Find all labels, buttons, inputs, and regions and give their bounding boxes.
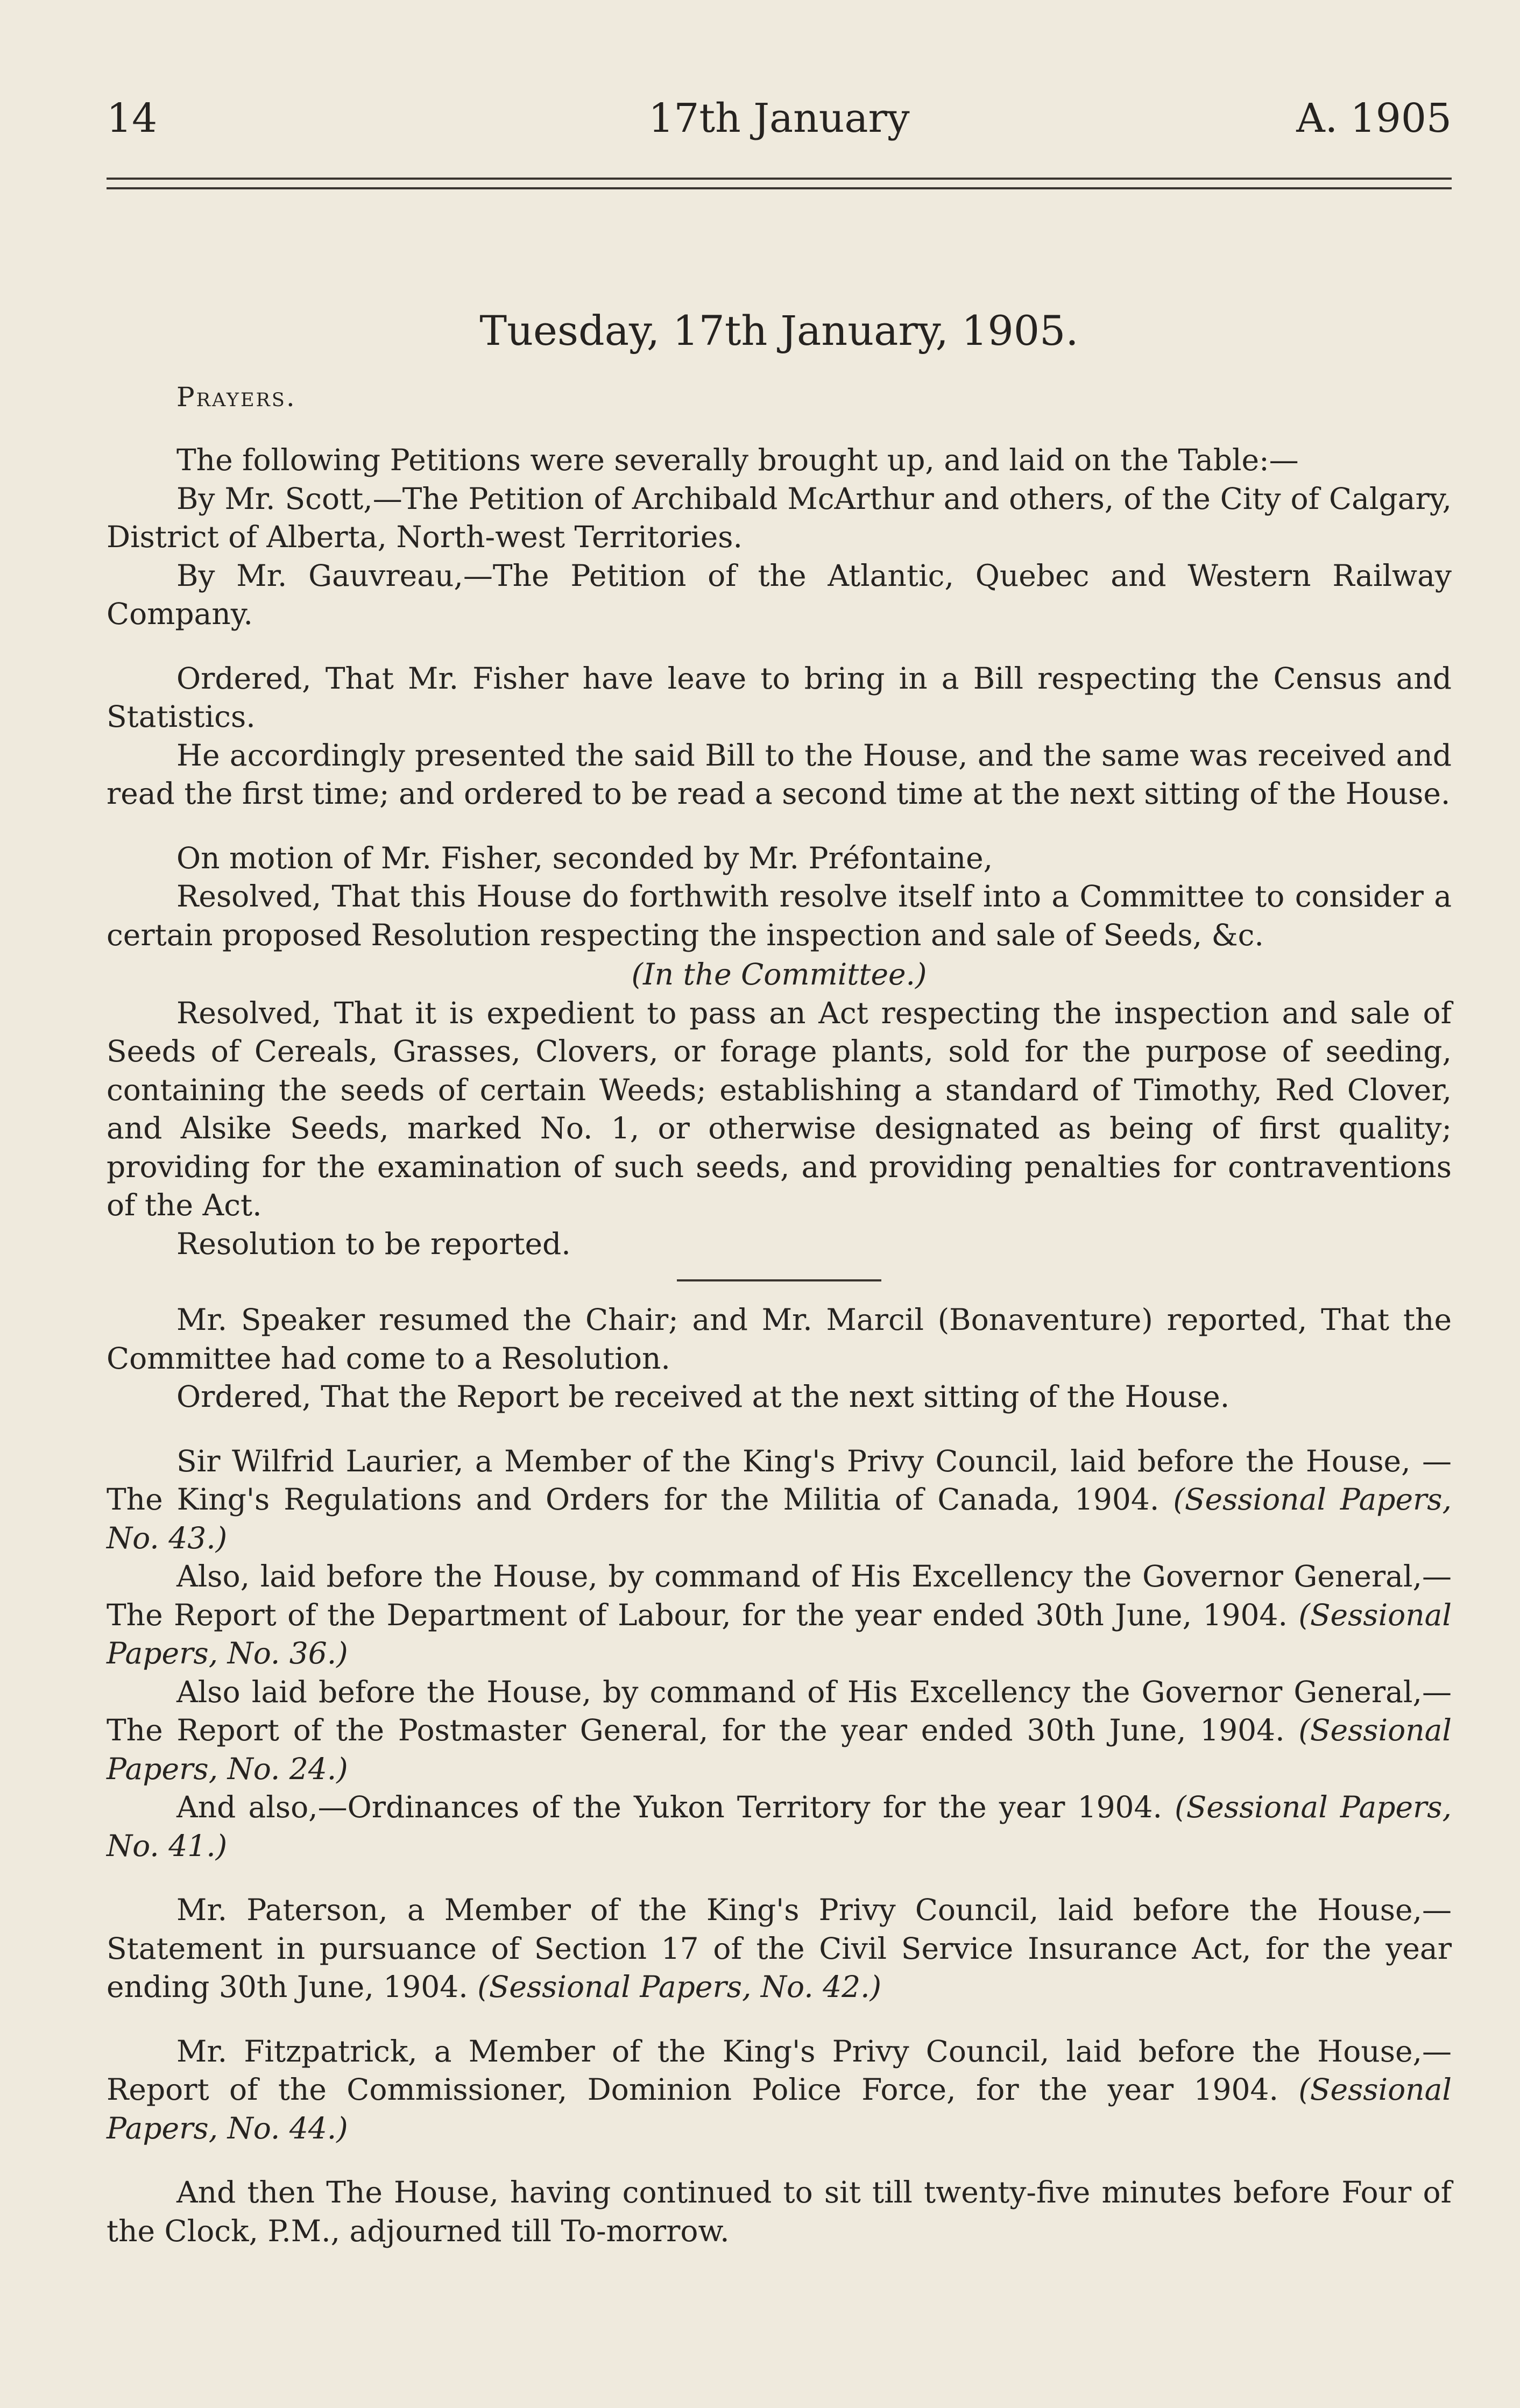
fitzpatrick-text: Mr. Fitzpatrick, a Member of the King's Privy Council, laid before the House,— Report of the Commissioner, Dominion Police Force, for the year 1904.: [107, 2034, 1452, 2107]
laurier-text: Sir Wilfrid Laurier, a Member of the King's Privy Council, laid before the House, —The King's Regulations and Orders for the Militia of Canada, 1904.: [107, 1443, 1452, 1517]
yukon-text: And also,—Ordinances of the Yukon Territory for the year 1904.: [176, 1790, 1163, 1824]
paragraph-motion: On motion of Mr. Fisher, seconded by Mr. Préfontaine,: [176, 840, 993, 875]
paragraph-labour-report: [107, 1557, 1452, 1673]
paragraph-paterson-statement: [107, 1891, 1452, 2007]
section-divider: [677, 1279, 881, 1281]
paragraph-petition-gauvreau: By Mr. Gauvreau,—The Petition of the Atlantic, Quebec and Western Railway Company.: [107, 558, 1452, 631]
labour-text: Also, laid before the House, by command of His Excellency the Governor General,—The Report of the Department of Labour, for the year ended 30th June, 1904.: [107, 1559, 1452, 1632]
paragraph-laurier-militia: [107, 1442, 1452, 1558]
paragraph-report-ordered: Ordered, That the Report be received at the next sitting of the House.: [176, 1379, 1230, 1414]
sessional-paper-ref: (Sessional Papers, No. 43.): [107, 1482, 1452, 1555]
prayers-heading: Prayers.: [176, 381, 296, 413]
header-double-rule: [107, 178, 1452, 189]
sessional-paper-ref: (Sessional Papers, No. 41.): [107, 1790, 1452, 1863]
journal-page: [107, 0, 1452, 2408]
paterson-text: Mr. Paterson, a Member of the King's Privy Council, laid before the House,— Statement in pursuance of Section 17 of the Civil Service Insurance Act, for the year ending 30th June, 1904.: [107, 1893, 1452, 2004]
header-year: A. 1905: [1296, 95, 1452, 141]
paragraph-fitzpatrick-report: [107, 2032, 1452, 2148]
sessional-paper-ref: (Sessional Papers, No. 24.): [107, 1713, 1452, 1786]
paragraph-postmaster-report: [107, 1673, 1452, 1789]
page-header: [107, 86, 1452, 151]
paragraph-seeds-resolution: Resolved, That it is expedient to pass an Act respecting the inspection and sale of Seeds of Cereals, Grasses, Clovers, or forage plants, sold for the purpose of seeding, containing the seeds of certain Weeds; establishing a standard of Timothy, Red Clover, and Alsike Seeds, marked No. 1, or otherwise designated as being of first quality; providing for the examination of such seeds, and providing penalties for contraventions of the Act.: [107, 995, 1452, 1222]
page-number: 14: [107, 95, 158, 141]
day-title: Tuesday, 17th January, 1905.: [479, 307, 1079, 355]
header-date: 17th January: [648, 95, 910, 141]
paragraph-census-bill: Ordered, That Mr. Fisher have leave to bring in a Bill respecting the Census and Statistics.: [107, 661, 1452, 734]
paragraph-petition-scott: By Mr. Scott,—The Petition of Archibald McArthur and others, of the City of Calgary, District of Alberta, North-west Territories.: [107, 481, 1452, 554]
paragraph-bill-presented: He accordingly presented the said Bill to the House, and the same was received and read the first time; and ordered to be read a second time at the next sitting of the House.: [107, 738, 1452, 811]
in-committee-heading: (In the Committee.): [631, 957, 927, 991]
paragraph-yukon-ordinances: [107, 1788, 1452, 1865]
postmaster-text: Also laid before the House, by command of His Excellency the Governor General,—The Report of the Postmaster General, for the year ended 30th June, 1904.: [107, 1674, 1452, 1747]
paragraph-petitions-intro: The following Petitions were severally brought up, and laid on the Table:—: [176, 443, 1299, 477]
sessional-paper-ref: (Sessional Papers, No. 36.): [107, 1597, 1452, 1670]
paragraph-resolution-reported: Resolution to be reported.: [176, 1226, 571, 1261]
proceedings-text: [107, 441, 1452, 2250]
sessional-paper-ref: (Sessional Papers, No. 42.): [477, 1970, 882, 2004]
paragraph-speaker-resumed: Mr. Speaker resumed the Chair; and Mr. Marcil (Bonaventure) reported, That the Committee had come to a Resolution.: [107, 1302, 1452, 1376]
paragraph-resolved-committee: Resolved, That this House do forthwith resolve itself into a Committee to consider a certain proposed Resolution respecting the inspection and sale of Seeds, &c.: [107, 879, 1452, 952]
paragraph-adjournment: And then The House, having continued to sit till twenty-five minutes before Four of the Clock, P.M., adjourned till To-morrow.: [107, 2175, 1452, 2248]
sessional-paper-ref: (Sessional Papers, No. 44.): [107, 2072, 1452, 2145]
